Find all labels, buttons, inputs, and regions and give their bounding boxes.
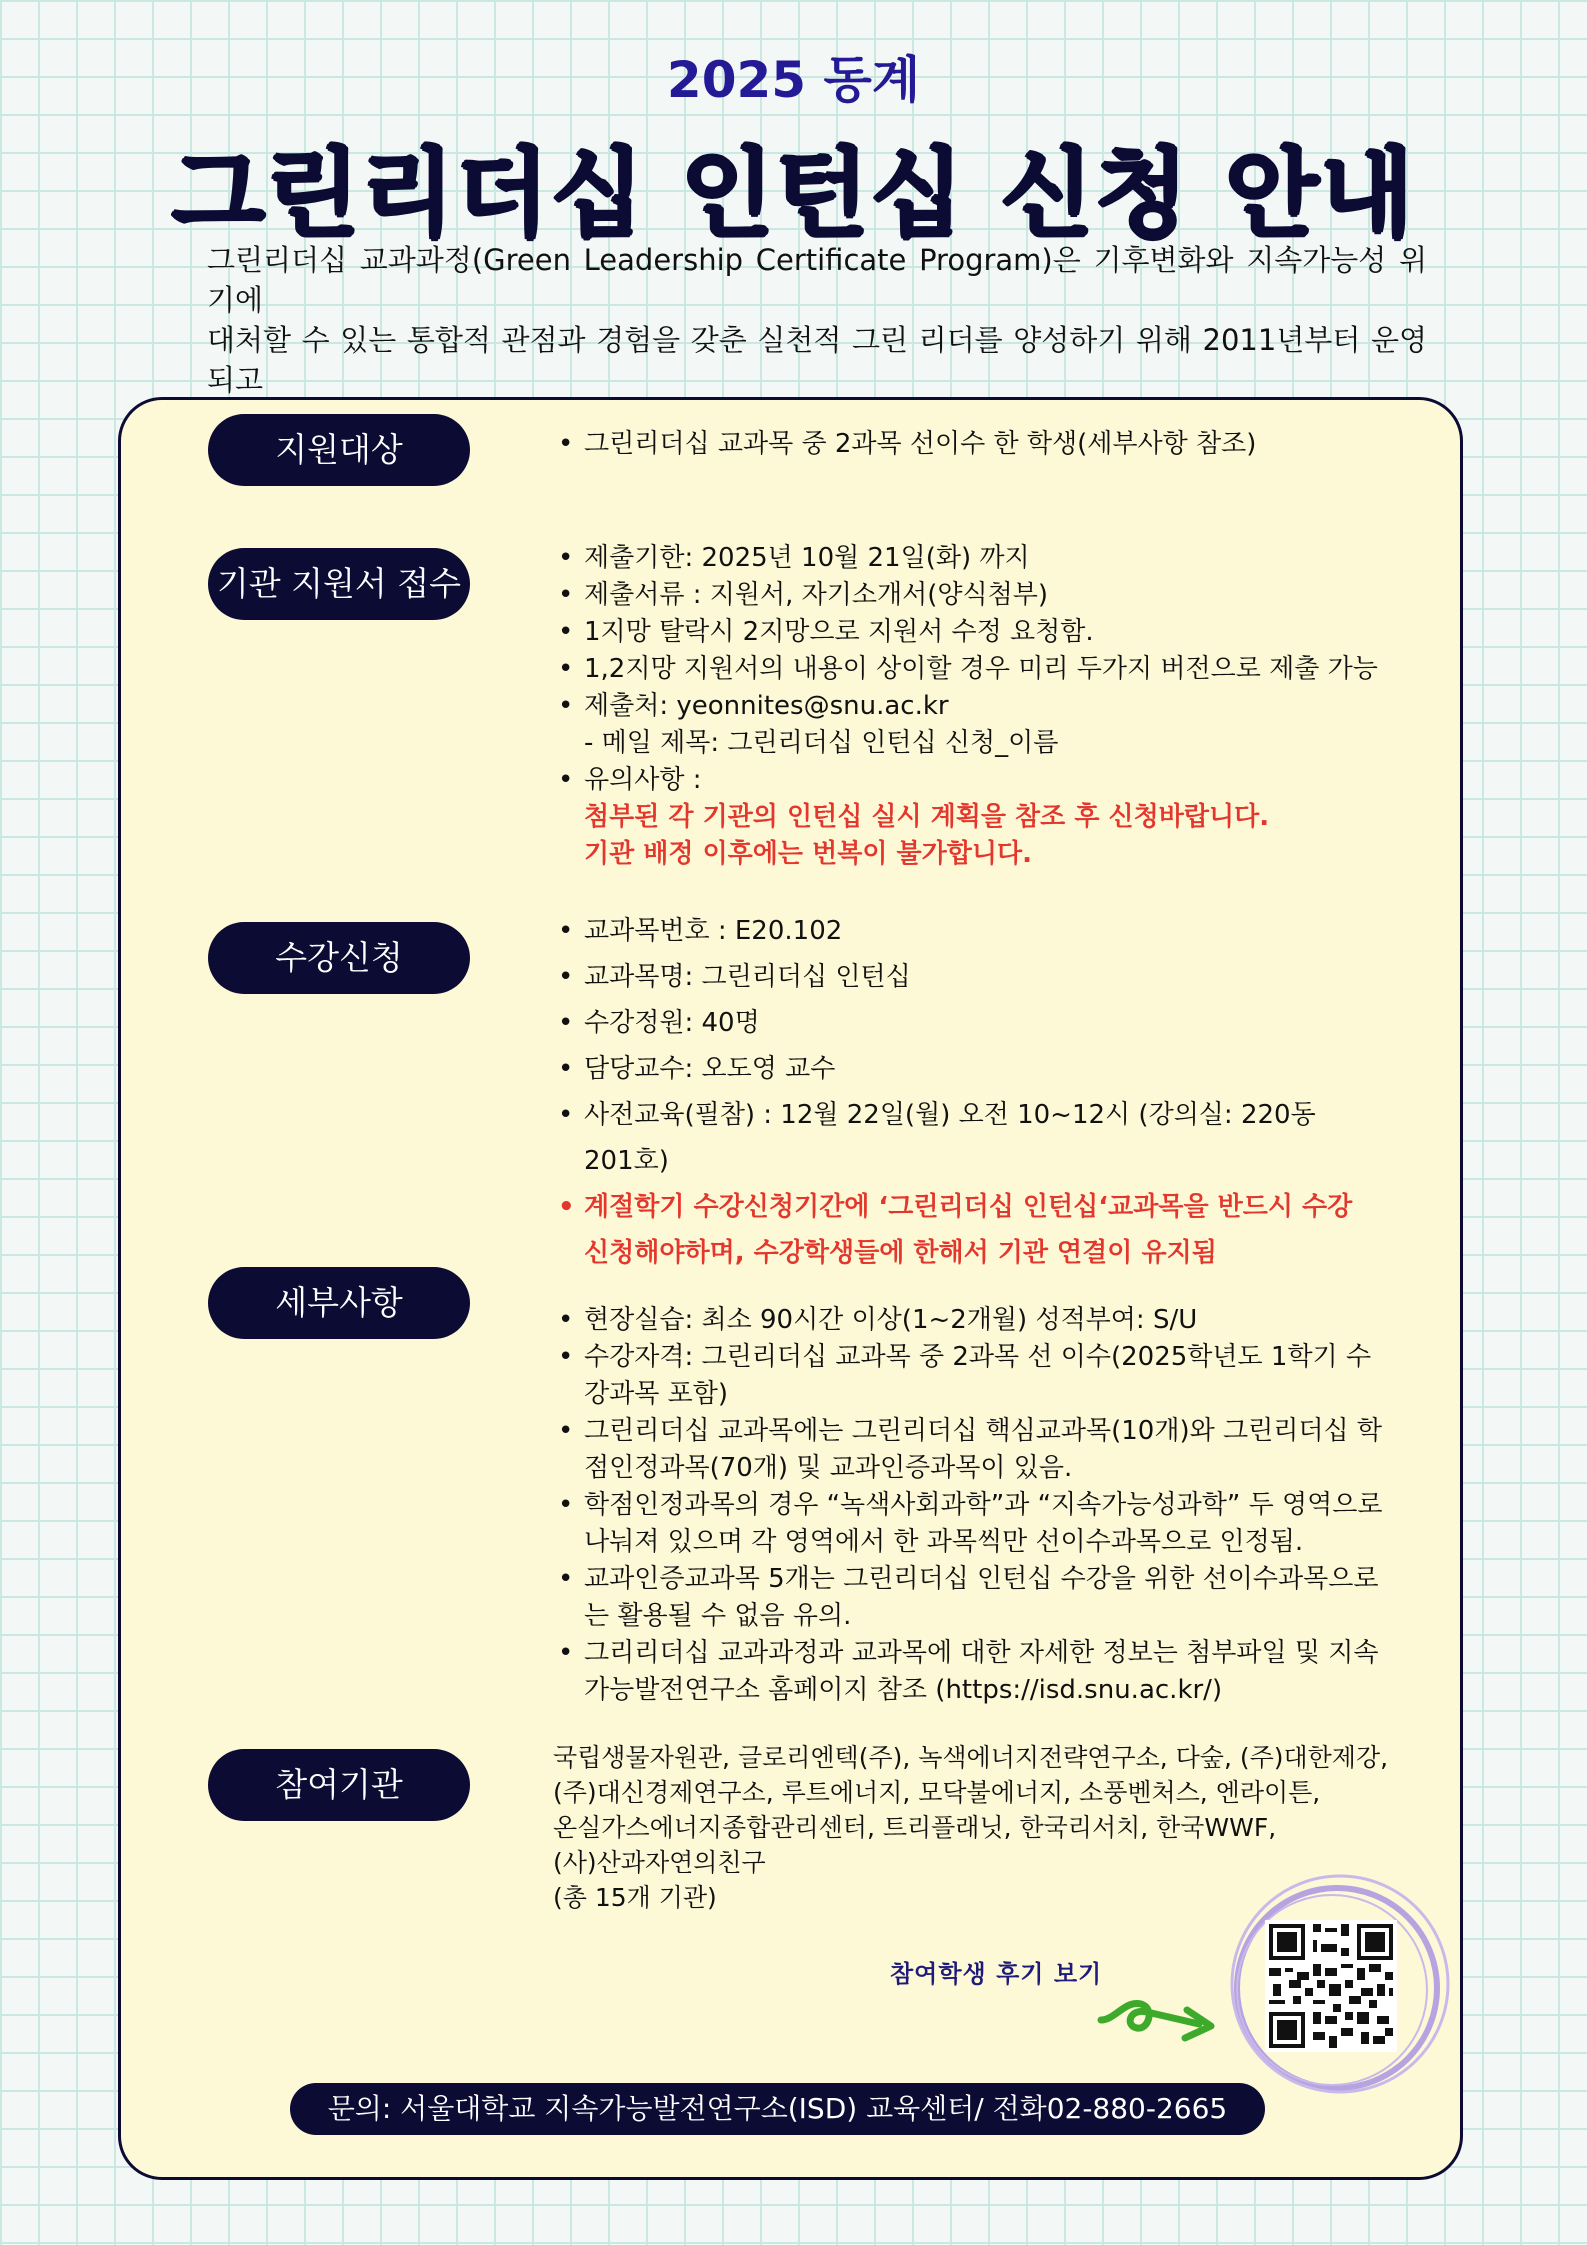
note-text: 기관 배정 이후에는 번복이 불가합니다.	[584, 839, 1032, 869]
eligibility-list	[558, 426, 1398, 463]
list-item: • 학점인정과목의 경우 “녹색사회과학”과 “지속가능성과학” 두 영역으로 나눠져 있으며 각 영역에서 한 과목씩만 선이수과목으로 인정됨.	[558, 1487, 1388, 1561]
list-item: • 유의사항 :	[558, 762, 1398, 799]
list-item: • 수강자격: 그린리더십 교과목 중 2과목 선 이수(2025학년도 1학기 수강과목 포함)	[558, 1339, 1388, 1413]
page-title: 그린리더십 인턴십 신청 안내	[171, 138, 1416, 250]
org-line: (총 15개 기관)	[553, 1883, 717, 1912]
application-list	[558, 540, 1398, 873]
details-list	[558, 1302, 1388, 1709]
list-item: • 그린리더십 교과목 중 2과목 선이수 한 학생(세부사항 참조)	[558, 426, 1398, 463]
list-item: • 수강정원: 40명	[558, 1000, 1358, 1046]
section-label-organizations: 참여기관	[208, 1749, 470, 1821]
list-item: • 담당교수: 오도영 교수	[558, 1046, 1358, 1092]
section-label-details: 세부사항	[208, 1267, 470, 1339]
list-item: • 1지망 탈락시 2지망으로 지원서 수정 요청함.	[558, 614, 1398, 651]
mail-subject: - 메일 제목: 그린리더십 인턴십 신청_이름	[584, 728, 1059, 758]
list-item: • 제출처: yeonnites@snu.ac.kr	[558, 688, 1398, 725]
qr-code-icon[interactable]	[1265, 1920, 1397, 2052]
intro-line: 대처할 수 있는 통합적 관점과 경험을 갖춘 실천적 그린 리더를 양성하기 위해 2011년부터 운영되고	[207, 323, 1427, 397]
org-line: (사)산과자연의친구	[553, 1848, 766, 1877]
list-item: • 그리리더십 교과과정과 교과목에 대한 자세한 정보는 첨부파일 및 지속가능발전연구소 홈페이지 참조 (https://isd.snu.ac.kr/)	[558, 1635, 1388, 1709]
registration-list	[558, 908, 1358, 1276]
org-line: 국립생물자원관, 글로리엔텍(주), 녹색에너지전략연구소, 다숲, (주)대한제강,	[553, 1743, 1389, 1772]
list-item: • 교과목명: 그린리더십 인턴십	[558, 954, 1358, 1000]
org-line: (주)대신경제연구소, 루트에너지, 모닥불에너지, 소풍벤처스, 엔라이튼,	[553, 1778, 1321, 1807]
intro-line: 그린리더십 교과과정(Green Leadership Certificate Program)은 기후변화와 지속가능성 위기에	[207, 243, 1427, 317]
list-item: • 1,2지망 지원서의 내용이 상이할 경우 미리 두가지 버전으로 제출 가능	[558, 651, 1398, 688]
contact-footer: 문의: 서울대학교 지속가능발전연구소(ISD) 교육센터/ 전화02-880-2665	[290, 2083, 1265, 2135]
note-text: 첨부된 각 기관의 인턴십 실시 계획을 참조 후 신청바랍니다.	[584, 802, 1270, 832]
section-label-registration: 수강신청	[208, 922, 470, 994]
section-label-application: 기관 지원서 접수	[208, 548, 470, 620]
subtitle: 2025 동계	[666, 51, 921, 109]
list-item: • 제출기한: 2025년 10월 21일(화) 까지	[558, 540, 1398, 577]
list-item: • 계절학기 수강신청기간에 ‘그린리더십 인턴십‘교과목을 반드시 수강신청해야하며, 수강학생들에 한해서 기관 연결이 유지됨	[558, 1184, 1358, 1276]
list-item: • 교과목번호 : E20.102	[558, 908, 1358, 954]
curly-arrow-icon	[1095, 1990, 1225, 2054]
list-item: • 현장실습: 최소 90시간 이상(1~2개월) 성적부여: S/U	[558, 1302, 1388, 1339]
review-link[interactable]: 참여학생 후기 보기	[890, 1960, 1103, 1988]
list-item: • 교과인증교과목 5개는 그린리더십 인턴십 수강을 위한 선이수과목으로는 활용될 수 없음 유의.	[558, 1561, 1388, 1635]
section-label-eligibility: 지원대상	[208, 414, 470, 486]
list-item: • 사전교육(필참) : 12월 22일(월) 오전 10~12시 (강의실: 220동 201호)	[558, 1092, 1358, 1184]
org-line: 온실가스에너지종합관리센터, 트리플래닛, 한국리서치, 한국WWF,	[553, 1813, 1277, 1842]
list-item: • 그린리더십 교과목에는 그린리더십 핵심교과목(10개)와 그린리더십 학점인정과목(70개) 및 교과인증과목이 있음.	[558, 1413, 1388, 1487]
list-item: • 제출서류 : 지원서, 자기소개서(양식첨부)	[558, 577, 1398, 614]
